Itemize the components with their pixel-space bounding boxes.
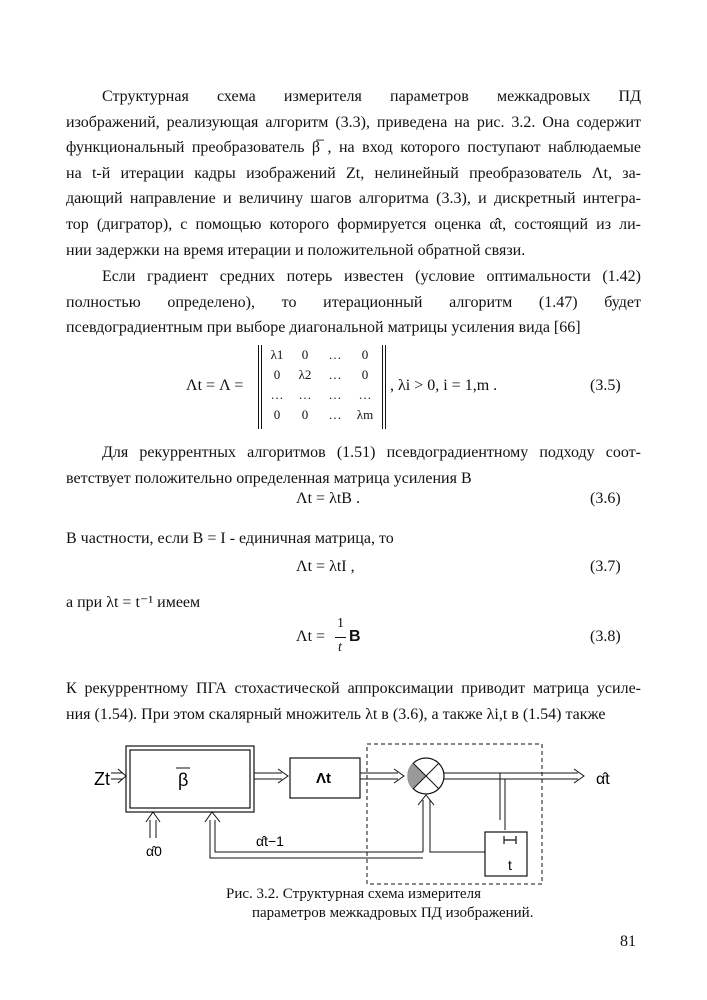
output-arrow (444, 769, 584, 783)
text-line: нии задержки на время итерации и положительной обратной связи. (66, 241, 526, 259)
text-line: Если градиент средних потерь известен (условие оптимальности (1.42) (102, 268, 641, 285)
text-line: полностью определено), то итерационный алгоритм (1.47) будет псевдоградиентным при выборе диагональной матрицы усиления вида [66] (66, 293, 641, 337)
paragraph-4: В частности, если B = I - единичная матрица, то (66, 530, 394, 547)
integrator-frame (367, 744, 542, 884)
input-label: Zt (94, 769, 110, 789)
initial-label: α̂0 (146, 843, 162, 859)
matrix-cell: … (328, 347, 342, 362)
matrix-cell: … (328, 407, 342, 422)
matrix-cell: … (358, 387, 372, 402)
delay-label: t (508, 857, 512, 873)
matrix-cell: λ2 (298, 367, 312, 382)
matrix-cell: … (298, 387, 312, 402)
matrix-cell: … (270, 387, 284, 402)
fraction-denominator: t (338, 640, 342, 655)
matrix-cell: 0 (273, 407, 281, 422)
text-line: Структурная схема измерителя параметров межкадровых ПД (102, 88, 641, 105)
input-arrow (111, 769, 126, 783)
equation-3-8-lhs: Λt = (296, 628, 326, 645)
delay-icon (504, 836, 516, 844)
text-line: дающий направление и величину шагов алгоритма (3.3), и дискретный интегра- (66, 190, 641, 208)
beta-block (126, 746, 254, 812)
lambda-label: Λt (316, 770, 331, 787)
figure-caption-line-2: параметров межкадровых ПД изображений. (252, 905, 534, 921)
output-label: α̂t (596, 771, 610, 788)
text-line: функциональный преобразователь β̅ , на вход которого поступают наблюдаемые (66, 139, 641, 157)
page-number: 81 (620, 933, 636, 950)
initial-arrow (146, 812, 160, 838)
equation-number: (3.7) (590, 558, 621, 575)
text-line: Для рекуррентных алгоритмов (1.51) псевдоградиентному подходу соот- (102, 444, 641, 461)
equation-3-5-rhs: , λi > 0, i = 1,m . (390, 377, 498, 394)
matrix-cell: 0 (273, 367, 281, 382)
equation-number: (3.8) (590, 628, 621, 645)
equation-number: (3.5) (590, 377, 621, 394)
beta-label: β (178, 770, 189, 790)
double-arrow (254, 769, 288, 783)
matrix-cell: … (328, 387, 342, 402)
matrix-cell: 0 (361, 347, 369, 362)
text-line: на t-й итерации кадры изображений Zt, нелинейный преобразователь Λt, за- (66, 164, 641, 182)
matrix-cell: … (328, 367, 342, 382)
feedback-label: α̂t−1 (256, 833, 284, 849)
figure-caption-line-1: Рис. 3.2. Структурная схема измерителя (226, 886, 481, 902)
equation-3-7: Λt = λtI , (296, 558, 355, 575)
text-line: тор (дигратор), с помощью которого формируется оценка α̂t, состоящий из ли- (66, 215, 641, 233)
delay-block (485, 832, 527, 876)
matrix-cell: λm (356, 407, 374, 422)
text-line: ветствует положительно определенная матрица усиления B (66, 469, 472, 487)
matrix-cell: λ1 (270, 347, 284, 362)
fraction-numerator: 1 (337, 616, 344, 631)
matrix-cell: 0 (301, 407, 309, 422)
text-line: ния (1.54). При этом скалярный множитель λt в (3.6), а также λi,t в (1.54) также (66, 705, 606, 723)
beta-block-inner (130, 750, 250, 808)
matrix-cell: 0 (361, 367, 369, 382)
equation-3-6: Λt = λtB . (296, 490, 360, 507)
text-line: изображений, реализующая алгоритм (3.3), приведена на рис. 3.2. Она содержит (66, 113, 641, 131)
paragraph-5: а при λt = t⁻¹ имеем (66, 594, 201, 611)
equation-number: (3.6) (590, 490, 621, 507)
equation-3-8-rhs: B (349, 628, 361, 645)
equation-3-5-lhs: Λt = Λ = (186, 377, 244, 394)
matrix-cell: 0 (301, 347, 309, 362)
text-line: К рекуррентному ПГА стохастической аппроксимации приводит матрица усиле- (66, 680, 641, 697)
